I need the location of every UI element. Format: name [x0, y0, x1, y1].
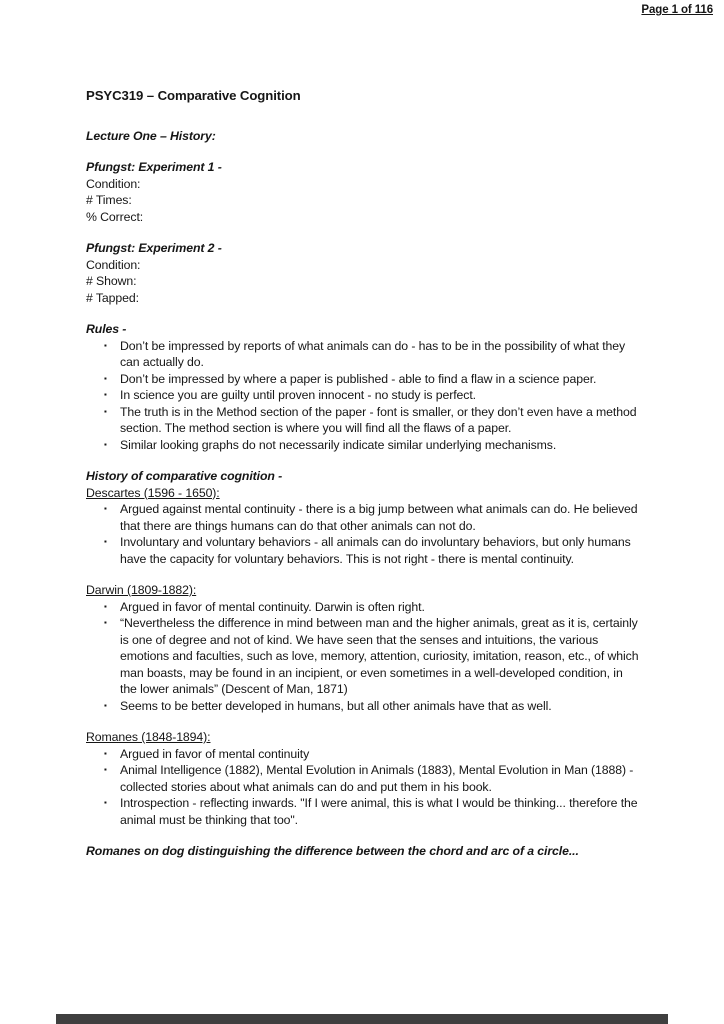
section-heading-descartes: Descartes (1596 - 1650): — [86, 485, 220, 500]
field-label: Condition: — [86, 176, 141, 191]
block-romanes — [86, 729, 640, 828]
list-item-text: Argued in favor of mental continuity. Darwin is often right. — [120, 599, 425, 614]
field-label: # Times: — [86, 193, 132, 207]
square-bullet-icon: ▪ — [104, 406, 107, 416]
document-body — [86, 159, 640, 860]
section-heading-history-heading: History of comparative cognition - — [86, 469, 283, 483]
square-bullet-icon: ▪ — [104, 340, 107, 350]
list-item — [86, 746, 640, 763]
list-item — [86, 338, 640, 371]
list-item — [86, 762, 640, 795]
block-pfungst-experiment-1 — [86, 159, 640, 225]
list-item-text: The truth is in the Method section of the paper - font is smaller, or they don’t even have a method section. The method section is where you will find all the flaws of a paper. — [120, 404, 637, 435]
section-heading-pfungst-experiment-1: Pfungst: Experiment 1 - — [86, 160, 222, 174]
square-bullet-icon: ▪ — [104, 765, 107, 774]
section-heading-rules: Rules - — [86, 322, 127, 336]
list-item — [86, 599, 640, 616]
field-label: # Shown: — [86, 274, 137, 288]
list-item-text: “Nevertheless the difference in mind between man and the higher animals, great as it is, certainly is one of degree and not of kind. We have seen that the senses and intuitions, the various emotions and faculties, such as love, memory, attention, curiosity, imitation, reason, etc., of which man boasts, may be found in an incipient, or even sometimes in a well-developed condition, in the lower animals” (Descent of Man, 1871) — [120, 616, 639, 696]
document-page — [86, 88, 640, 875]
block-descartes — [86, 485, 640, 568]
square-bullet-icon: ▪ — [104, 390, 107, 399]
list-item-text: Don’t be impressed by reports of what animals can do - has to be in the possibility of what they can actually do. — [120, 338, 626, 369]
list-item-text: Similar looking graphs do not necessarily indicate similar underlying mechanisms. — [120, 437, 557, 452]
list-item-text: Don’t be impressed by where a paper is published - able to find a flaw in a science paper. — [120, 371, 597, 386]
list-item-text: In science you are guilty until proven innocent - no study is perfect. — [120, 388, 476, 402]
square-bullet-icon: ▪ — [104, 537, 107, 546]
list-item-text: Involuntary and voluntary behaviors - all animals can do involuntary behaviors, but only humans have the capacity for voluntary behaviors. This is not right - there is mental continuity. — [120, 535, 631, 566]
section-heading-romanes: Romanes (1848-1894): — [86, 730, 211, 744]
list-item — [86, 387, 640, 404]
closing-note-text: Romanes on dog distinguishing the difference between the chord and arc of a circle... — [86, 844, 579, 858]
list-item — [86, 615, 640, 698]
square-bullet-icon: ▪ — [104, 700, 107, 710]
block-history-heading — [86, 468, 640, 485]
list-item — [86, 404, 640, 437]
list-item — [86, 698, 640, 715]
list-item-text: Argued in favor of mental continuity — [120, 746, 310, 761]
list-item-text: Seems to be better developed in humans, but all other animals have that as well. — [120, 698, 552, 713]
square-bullet-icon: ▪ — [104, 373, 107, 383]
square-bullet-icon: ▪ — [104, 601, 107, 611]
list-item-text: Animal Intelligence (1882), Mental Evolution in Animals (1883), Mental Evolution in Man (1888) - collected stories about what animals can do and put them in his book. — [120, 763, 634, 794]
document-title: PSYC319 – Comparative Cognition — [86, 88, 301, 103]
square-bullet-icon: ▪ — [104, 618, 107, 627]
block-rules — [86, 321, 640, 453]
section-heading-pfungst-experiment-2: Pfungst: Experiment 2 - — [86, 241, 222, 255]
field-label: Condition: — [86, 257, 141, 272]
section-heading-darwin: Darwin (1809-1882): — [86, 583, 197, 597]
page-bottom-edge — [56, 1014, 668, 1024]
list-item-text: Argued against mental continuity - there is a big jump between what animals can do. He believed that there are things humans can do that other animals can not do. — [120, 502, 638, 533]
block-closing-note — [86, 843, 640, 860]
square-bullet-icon: ▪ — [104, 504, 107, 513]
field-label: # Tapped: — [86, 290, 139, 305]
field-label: % Correct: — [86, 209, 144, 224]
list-item-text: Introspection - reflecting inwards. "If I were animal, this is what I would be thinking... therefore the animal must be thinking that too". — [120, 796, 638, 827]
list-item — [86, 534, 640, 567]
list-item — [86, 437, 640, 454]
list-item — [86, 795, 640, 828]
lecture-subtitle: Lecture One – History: — [86, 128, 216, 143]
square-bullet-icon: ▪ — [104, 748, 107, 758]
block-darwin — [86, 582, 640, 714]
block-pfungst-experiment-2 — [86, 240, 640, 306]
list-item — [86, 501, 640, 534]
list-item — [86, 371, 640, 388]
page-number-label: Page 1 of 116 — [641, 4, 713, 16]
square-bullet-icon: ▪ — [104, 798, 107, 807]
square-bullet-icon: ▪ — [104, 439, 107, 449]
